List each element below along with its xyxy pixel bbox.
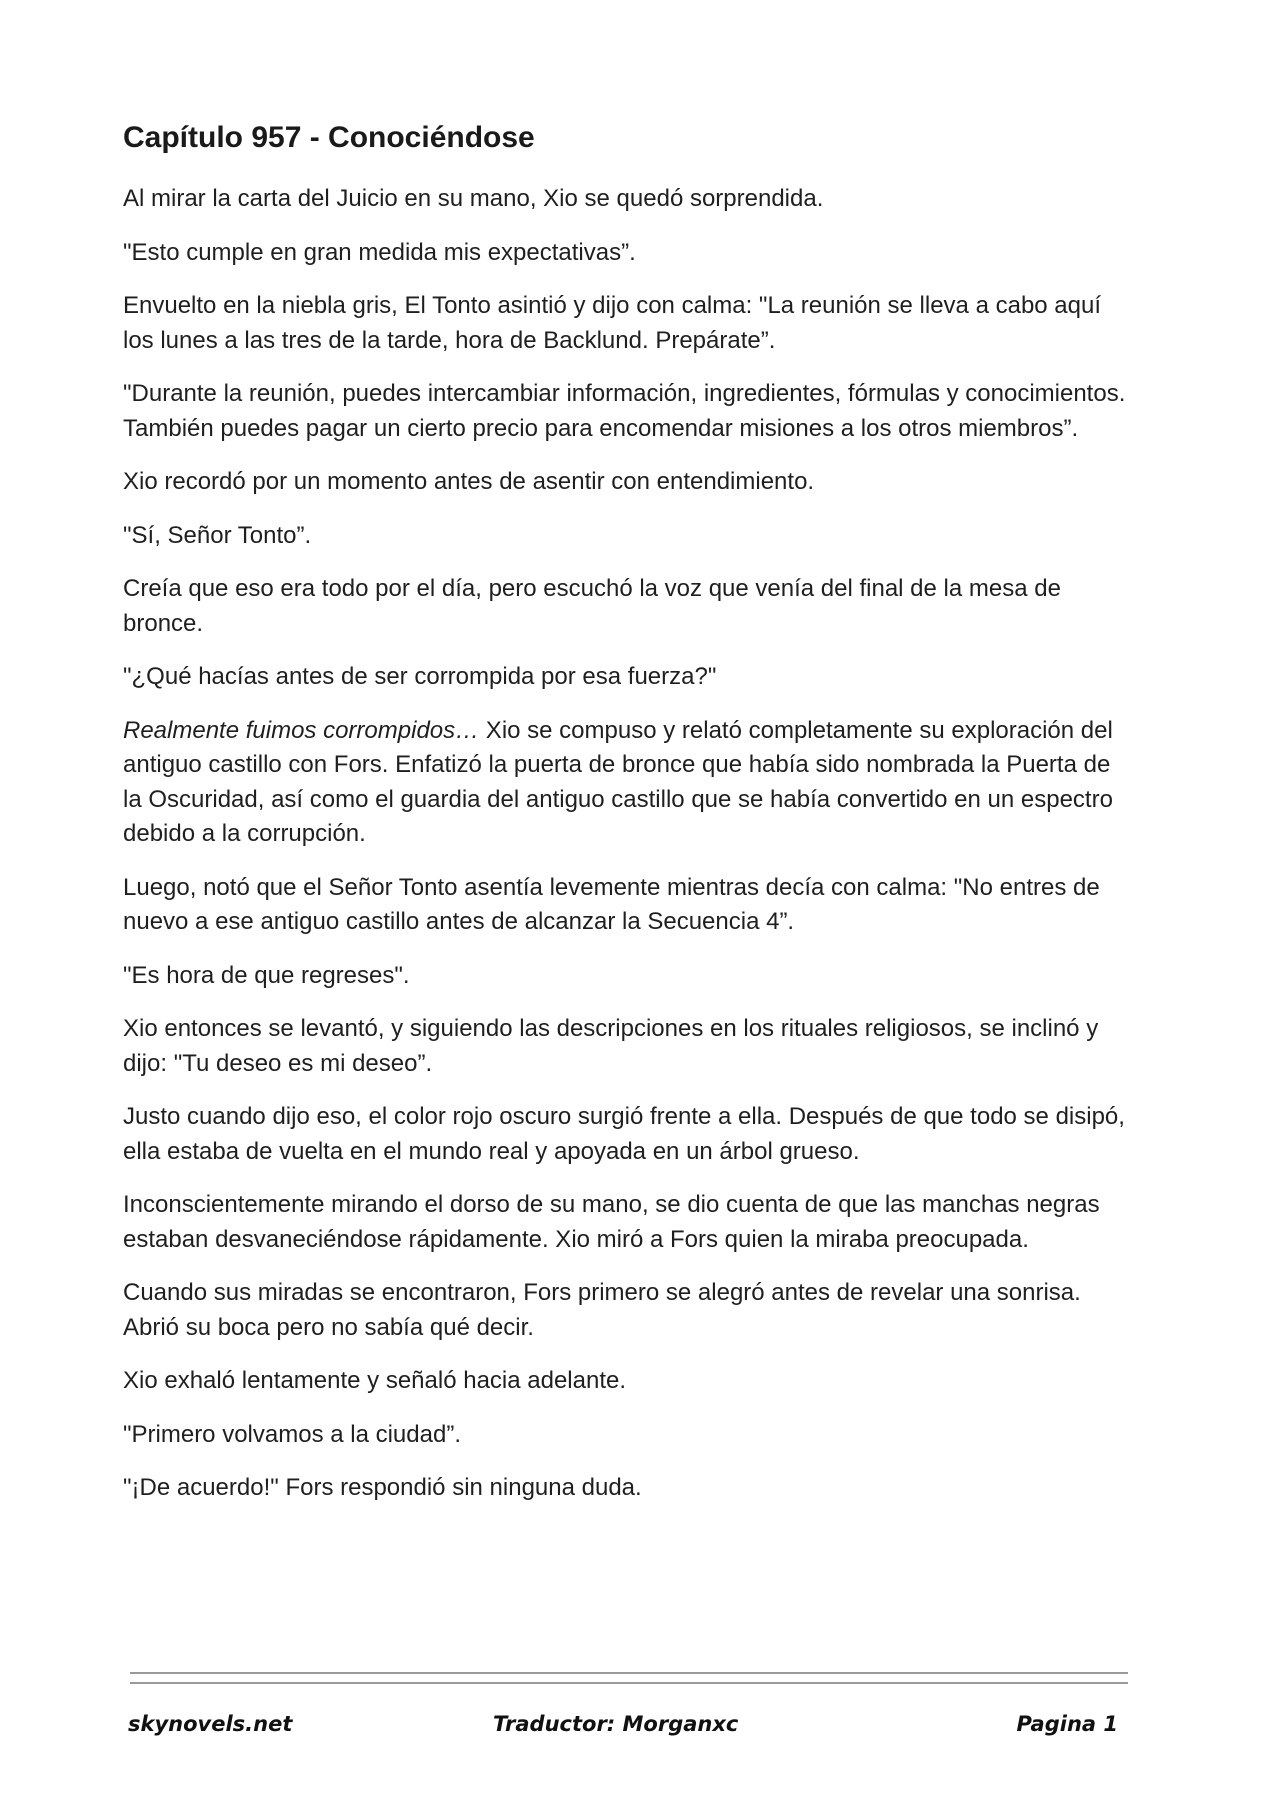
paragraph: Realmente fuimos corrompidos… Xio se compuso y relató completamente su exploración del antiguo castillo con Fors. Enfatizó la puerta de bronce que había sido nombrada la Puerta de la Oscuridad, así como el guardia del antiguo castillo que se había convertido en un espectro debido a la corrupción.: [123, 716, 1113, 847]
paragraph: Al mirar la carta del Juicio en su mano, Xio se quedó sorprendida.: [123, 185, 824, 212]
page-footer: [128, 1712, 1128, 1746]
footer-divider: [130, 1672, 1128, 1686]
italic-thought: Realmente fuimos corrompidos…: [123, 716, 480, 744]
paragraph: Xio exhaló lentamente y señaló hacia adelante.: [123, 1367, 627, 1394]
footer-translator: Traductor: Morganxc: [493, 1712, 739, 1736]
paragraph: Creía que eso era todo por el día, pero escuchó la voz que venía del final de la mesa de bronce.: [123, 575, 1061, 637]
paragraph: Justo cuando dijo eso, el color rojo oscuro surgió frente a ella. Después de que todo se disipó, ella estaba de vuelta en el mundo real y apoyada en un árbol grueso.: [123, 1103, 1125, 1165]
paragraph: "¡De acuerdo!" Fors respondió sin ninguna duda.: [123, 1474, 642, 1501]
footer-site: skynovels.net: [128, 1712, 293, 1736]
divider-line: [130, 1672, 1128, 1674]
paragraph: Cuando sus miradas se encontraron, Fors primero se alegró antes de revelar una sonrisa. Abrió su boca pero no sabía qué decir.: [123, 1279, 1081, 1341]
footer-page-number: Pagina 1: [1016, 1712, 1118, 1736]
document-body: [123, 118, 1133, 1525]
paragraph: "Esto cumple en gran medida mis expectativas”.: [123, 238, 636, 266]
paragraph: Xio entonces se levantó, y siguiendo las descripciones en los rituales religiosos, se inclinó y dijo: "Tu deseo es mi deseo”.: [123, 1015, 1099, 1077]
paragraph: Xio recordó por un momento antes de asentir con entendimiento.: [123, 468, 815, 495]
paragraph: Inconscientemente mirando el dorso de su mano, se dio cuenta de que las manchas negras estaban desvaneciéndose rápidamente. Xio miró a Fors quien la miraba preocupada.: [123, 1191, 1100, 1253]
divider-line: [130, 1682, 1128, 1684]
paragraph: "Sí, Señor Tonto”.: [123, 521, 312, 549]
paragraph: "Durante la reunión, puedes intercambiar información, ingredientes, fórmulas y conocimientos. También puedes pagar un cierto precio para encomendar misiones a los otros miembros”.: [123, 380, 1126, 442]
paragraph: Envuelto en la niebla gris, El Tonto asintió y dijo con calma: "La reunión se lleva a cabo aquí los lunes a las tres de la tarde, hora de Backlund. Prepárate”.: [123, 292, 1102, 354]
paragraph: "Primero volvamos a la ciudad”.: [123, 1420, 461, 1448]
paragraph: Luego, notó que el Señor Tonto asentía levemente mientras decía con calma: "No entres de nuevo a ese antiguo castillo antes de alcanzar la Secuencia 4”.: [123, 873, 1100, 935]
chapter-title: Capítulo 957 - Conociéndose: [123, 121, 535, 154]
paragraph: "Es hora de que regreses".: [123, 961, 410, 989]
paragraph: "¿Qué hacías antes de ser corrompida por esa fuerza?": [123, 663, 717, 690]
